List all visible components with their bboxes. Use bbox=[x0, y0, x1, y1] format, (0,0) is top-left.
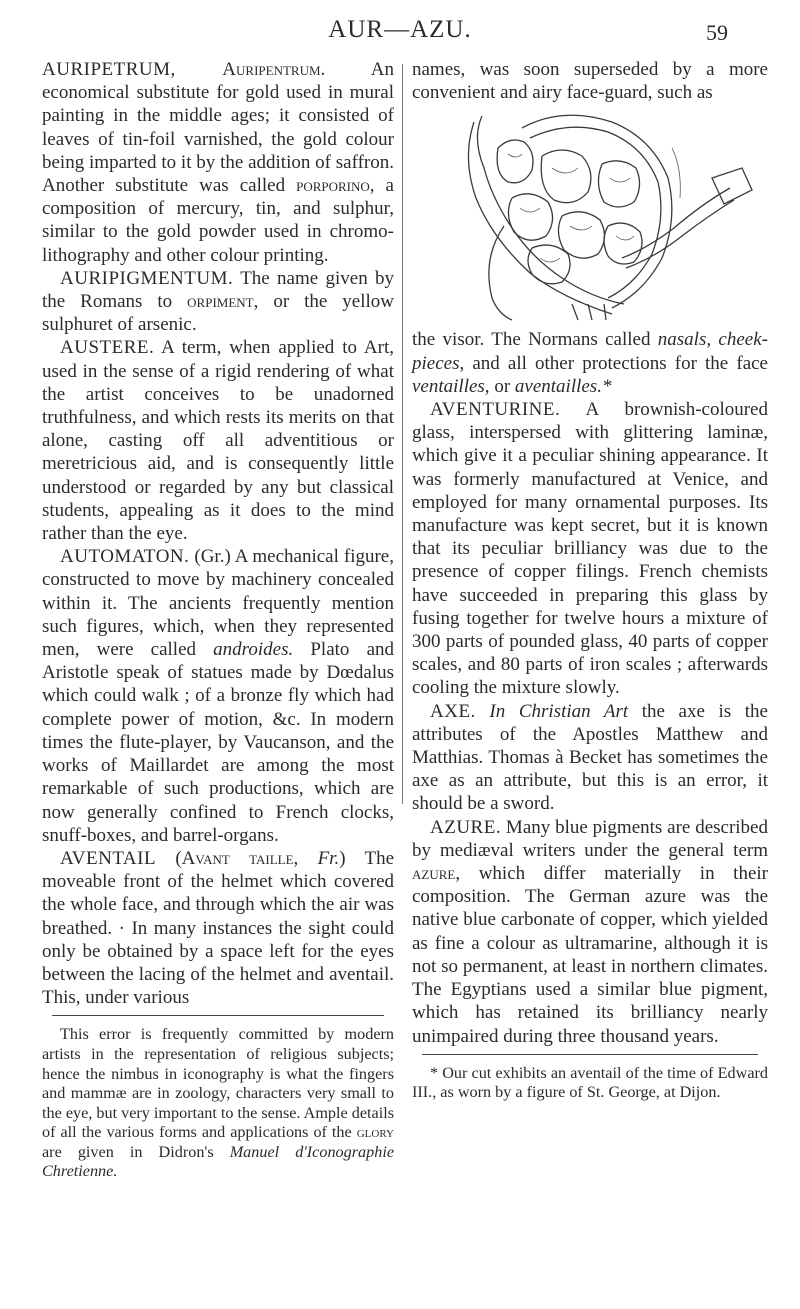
entry-text: Many blue pigments are described by mediæval writers under the general term bbox=[412, 816, 768, 861]
entry-text: ( bbox=[156, 847, 182, 869]
entry-automaton bbox=[42, 545, 394, 847]
entry-azure bbox=[412, 816, 768, 1048]
entry-term: AVENTURINE. bbox=[430, 399, 561, 421]
footnote-text bbox=[42, 1025, 394, 1182]
entry-text: a composition of mercury, tin, and sulphur, similar to the gold powder used in chromo-lithography and other colour printing. bbox=[42, 175, 394, 266]
running-header bbox=[0, 14, 800, 54]
footnote-smallcaps: glory bbox=[356, 1123, 394, 1142]
entry-italic: In Christian Art bbox=[475, 700, 629, 722]
entry-term-alt: Auripentrum. bbox=[222, 59, 326, 80]
entry-aventurine bbox=[412, 398, 768, 700]
entry-text: or the yellow sulphuret of arsenic. bbox=[42, 291, 394, 336]
entry-visor bbox=[412, 328, 768, 398]
footnote-body: This error is frequently committed by modern artists in the representation of religious subjects; hence the nimbus in iconography is what the fingers and mammæ are in zoology, characters very small to the eye, but very important to the sense. Ample details of all the various forms and applications of the bbox=[42, 1025, 394, 1142]
entry-text: ) The moveable front of the helmet which covered the whole face, and through which the air was breathed. · In many instances the sight could only be obtained by a space left for the eyes between the lacing of the helmet and aventail. This, under various bbox=[42, 847, 395, 1009]
column-divider bbox=[402, 64, 403, 804]
entry-auripetrum bbox=[42, 58, 394, 267]
entry-smallcaps: azure, bbox=[412, 863, 461, 885]
entry-aventail bbox=[42, 847, 394, 1009]
entry-term: AXE. bbox=[430, 700, 476, 722]
entry-text: the axe is the attributes of the Apostles Matthew and Matthias. Thomas à Becket has sometimes the axe as an attribute, but this is an error, it should be a sword. bbox=[412, 700, 768, 815]
entry-text: names, was soon superseded by a more convenient and airy face-guard, such as bbox=[412, 59, 768, 104]
footnote-rule bbox=[52, 1015, 384, 1016]
entry-text: A term, when applied to Art, used in the sense of a rigid rendering of what the artist conceives to be unadorned truthfulness, and which rests its merits on that alone, casting off all adventitious or meretricious aid, and is consequently little understood or regarded by any but classical students, appealing as it does to the mind rather than the eye. bbox=[42, 337, 394, 545]
entry-text: The name given by the Romans to bbox=[42, 267, 394, 313]
entry-italic: androides. bbox=[213, 639, 294, 661]
entry-term: AVENTAIL bbox=[60, 847, 157, 869]
aventail-helmet-figure bbox=[412, 108, 768, 324]
left-column bbox=[42, 58, 394, 1182]
footnote-text: * Our cut exhibits an aventail of the time of Edward III., as worn by a figure of St. George, at Dijon. bbox=[412, 1063, 768, 1102]
entry-italic: Fr. bbox=[298, 847, 340, 869]
footnote-rule bbox=[422, 1054, 758, 1055]
entry-text: (Gr.) A mechanical figure, constructed to move by machinery concealed within it. The ancients frequently mention such figures, which, when they represented men, were called bbox=[42, 546, 394, 661]
entry-italic: ventailles, bbox=[412, 375, 490, 397]
running-title: AUR—AZU. bbox=[328, 16, 472, 43]
entry-smallcaps: porporino, bbox=[296, 175, 375, 197]
page-number: 59 bbox=[706, 20, 728, 45]
entry-text: or bbox=[489, 375, 515, 397]
entry-continuation bbox=[412, 58, 768, 104]
entry-text: A brownish-coloured glass, interspersed with glittering laminæ, which give it a peculiar shining appearance. It was formerly manufactured at Venice, and employed for many ornamental purposes. Its manufacture was kept secret, but it is known that its peculiar brilliancy was due to the presence of copper filings. French chemists have succeeded in preparing this glass by fusing together for twelve hours a mixture of 300 parts of pounded glass, 40 parts of copper scales, and 80 parts of iron scales ; afterwards cooling the mixture slowly. bbox=[412, 399, 768, 699]
entry-term: AUSTERE. bbox=[60, 337, 155, 359]
entry-text: the visor. The Normans called bbox=[412, 329, 658, 351]
footnote-body: are given in Didron's bbox=[42, 1142, 230, 1161]
entry-italic: aventailles.* bbox=[514, 375, 612, 397]
entry-auripigmentum bbox=[42, 267, 394, 337]
entry-text: which differ materially in their composition. The German azure was the native blue carbonate of copper, which yielded as fine a colour as ultramarine, although it is not so permanent, at least in northern climates. The Egyptians used a similar blue pigment, which has retained its brilliancy nearly unimpaired during three thousand years. bbox=[412, 863, 768, 1047]
entry-smallcaps: Avant taille, bbox=[181, 847, 299, 869]
entry-term: AUTOMATON. bbox=[60, 546, 190, 568]
left-footnote bbox=[42, 1025, 394, 1182]
entry-austere bbox=[42, 336, 394, 545]
entry-text: Plato and Aristotle speak of statues made by Dœdalus which could walk ; of a bronze fly which had complete power of motion, &c. In modern times the flute-player, by Vaucanson, and the works of Maillardet are among the most remarkable of such productions, which are now generally confined to French clocks, snuff-boxes, and barrel-organs. bbox=[42, 639, 394, 846]
entry-text: An economical substitute for gold used in mural painting in the middle ages; it consisted of leaves of tin-foil varnished, the gold colour being imparted to it by the addition of saffron. Another substitute was called bbox=[42, 59, 394, 197]
entry-term: AURIPIGMENTUM. bbox=[60, 267, 234, 289]
entry-term: AURIPETRUM, bbox=[42, 59, 176, 80]
entry-axe bbox=[412, 700, 768, 816]
entry-term: AZURE. bbox=[430, 816, 502, 838]
footnote-italic: Manuel d'Iconographie Chretienne. bbox=[42, 1142, 394, 1181]
right-column bbox=[412, 58, 768, 1103]
entry-text: and all other protections for the face bbox=[464, 352, 768, 374]
entry-italic: nasals, cheek-pieces, bbox=[412, 329, 768, 374]
entry-smallcaps: orpiment, bbox=[187, 291, 259, 313]
right-footnote bbox=[412, 1064, 768, 1103]
